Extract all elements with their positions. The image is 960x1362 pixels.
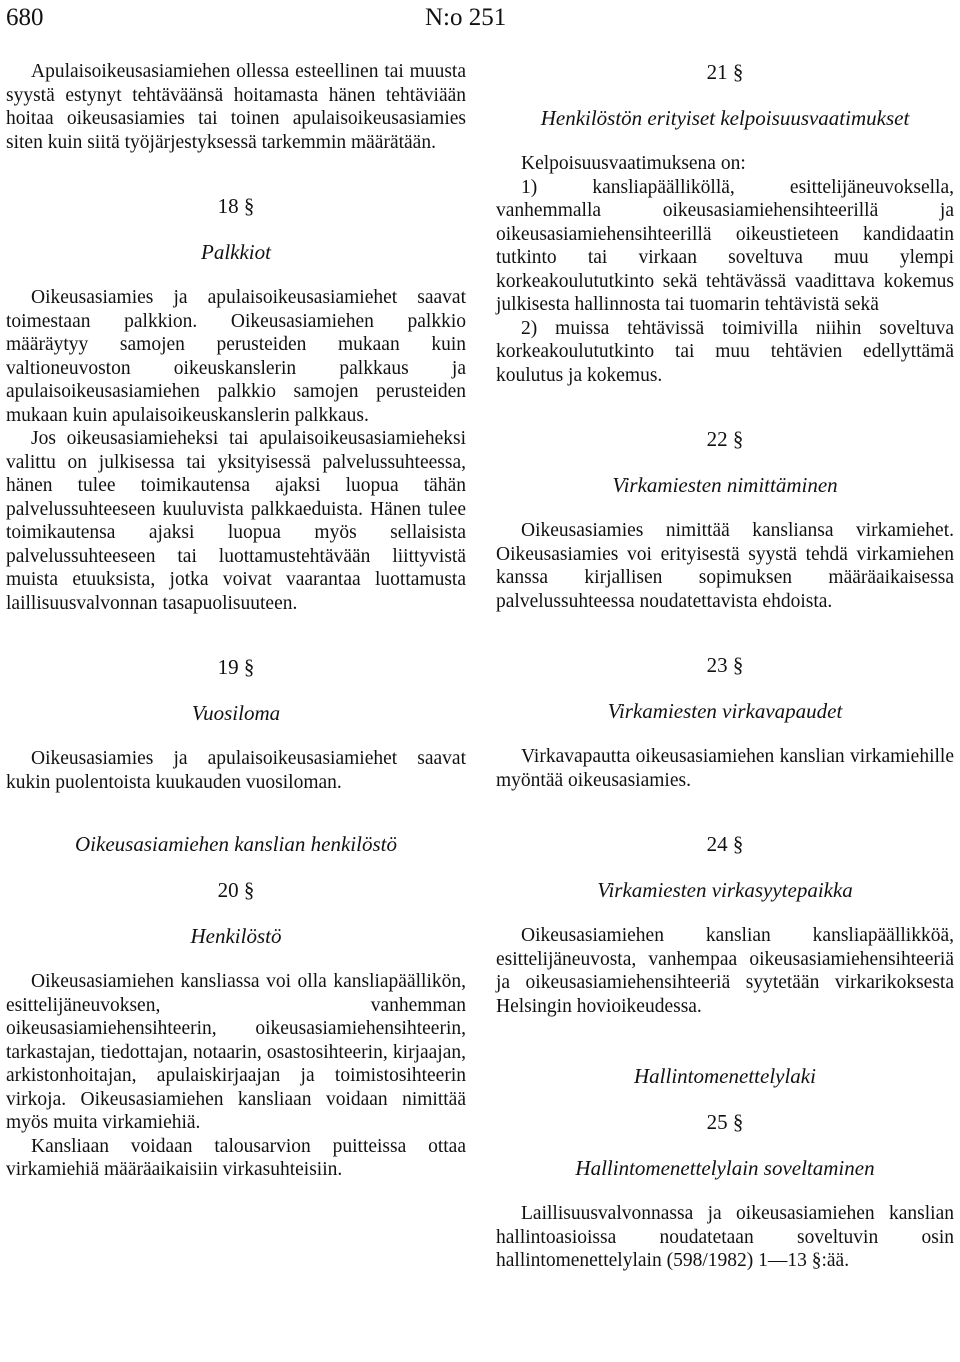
section-23-number: 23 § — [706, 653, 744, 677]
section-25-title: Hallintomenettelylain soveltaminen — [575, 1156, 875, 1180]
section-20-number: 20 § — [217, 878, 255, 902]
section-24-paragraph-1: Oikeusasiamiehen kanslian kansliapäällikköä, esittelijäneuvosta, vanhempaa oikeusasiamiehensihteeriä ja oikeusasiamiehensihteeriä syytetään virkarikoksesta Helsingin hovioikeudessa. — [496, 925, 954, 1017]
section-18-paragraph-2: Jos oikeusasiamieheksi tai apulaisoikeusasiamieheksi valittu on julkisessa tai yksityisessä palvelussuhteessa, hänen tulee toimikautensa ajaksi luopua tähän palvelussuhteeseen kuuluvista palkkaeduista. Hänen tulee toimikautensa ajaksi luopua myös sellaisista palvelussuhteeseen tai luottamustehtävään liittyvistä muista etuuksista, jotka voivat vaarantaa luottamusta laillisuusvalvonnan tasapuolisuuteen. — [6, 428, 466, 614]
section-24-number: 24 § — [706, 832, 744, 856]
section-25-number: 25 § — [706, 1110, 744, 1134]
section-19-paragraph-1: Oikeusasiamies ja apulaisoikeusasiamiehet saavat kukin puolentoista kuukauden vuosiloman. — [6, 748, 466, 793]
section-23-paragraph-1: Virkavapautta oikeusasiamiehen kanslian virkamiehille myöntää oikeusasiamies. — [496, 746, 954, 791]
section-24-title: Virkamiesten virkasyytepaikka — [597, 878, 853, 902]
section-21-number: 21 § — [706, 60, 744, 84]
section-22-paragraph-1: Oikeusasiamies nimittää kansliansa virkamiehet. Oikeusasiamies voi erityisestä syystä tehdä virkamiehen kanssa kirjallisen sopimuksen määräaikaisessa palvelussuhteessa noudatettavista ehdoista. — [496, 520, 954, 612]
page-header — [0, 0, 960, 36]
document-number: N:o 251 — [425, 4, 507, 31]
page-number: 680 — [6, 4, 44, 31]
section-18-paragraph-1: Oikeusasiamies ja apulaisoikeusasiamiehet saavat toimestaan palkkion. Oikeusasiamiehen palkkio määräytyy samojen perusteiden mukaan kuin valtioneuvoston oikeuskanslerin palkkaus ja apulaisoikeusasiamiehen palkkio samojen perusteiden mukaan kuin apulaisoikeuskanslerin palkkaus. — [6, 287, 466, 426]
section-19-number: 19 § — [217, 655, 255, 679]
section-20-paragraph-1: Oikeusasiamiehen kansliassa voi olla kansliapäällikön, esittelijäneuvoksen, vanhemman oikeusasiamiehensihteerin, oikeusasiamiehensihteerin, tarkastajan, tiedottajan, notaarin, osastosihteerin, kirjaajan, arkistonhoitajan, apulaiskirjaajan ja toimistosihteerin virkoja. Oikeusasiamiehen kansliaan voidaan nimittää myös muita virkamiehiä. — [6, 971, 466, 1133]
section-25-paragraph-1: Laillisuusvalvonnassa ja oikeusasiamiehen kanslian hallintoasioissa noudatetaan soveltuvin osin hallintomenettelylain (598/1982) 1—13 §:ää. — [496, 1203, 954, 1271]
section-20-paragraph-2: Kansliaan voidaan talousarvion puitteissa ottaa virkamiehiä määräaikaisiin virkasuhteisiin. — [6, 1135, 466, 1180]
section-22-number: 22 § — [706, 427, 744, 451]
section-19-title: Vuosiloma — [191, 701, 281, 725]
chapter-title-staff: Oikeusasiamiehen kanslian henkilöstö — [75, 832, 397, 856]
section-18-number: 18 § — [217, 194, 255, 218]
section-21-list-item-1: 1) kansliapäälliköllä, esittelijäneuvoksella, vanhemmalla oikeusasiamiehensihteerillä ja oikeusasiamiehensihteerillä oikeustieteen kandidaatin tutkinto tai virkaan soveltuva muu ylempi korkeakoulututkinto sekä tehtävässä vaadittava kokemus julkisesta hallinnosta tai tuomarin tehtävistä sekä — [496, 176, 954, 315]
intro-paragraph: Apulaisoikeusasiamiehen ollessa esteellinen tai muusta syystä estynyt tehtäväänsä hoitamasta hänen tehtäviään hoitaa oikeusasiamies tai toinen apulaisoikeusasiamies siten kuin siitä työjärjestyksessä tarkemmin määrätään. — [6, 61, 466, 153]
left-column — [6, 60, 466, 1182]
section-20-title: Henkilöstö — [190, 924, 282, 948]
section-18-title: Palkkiot — [201, 240, 271, 264]
section-21-list-item-2: 2) muissa tehtävissä toimivilla niihin soveltuva korkeakoulututkinto tai muu tehtävien edellyttämä koulutus ja kokemus. — [496, 317, 954, 386]
section-21-paragraph-1: Kelpoisuusvaatimuksena on: — [521, 153, 746, 174]
section-22-title: Virkamiesten nimittäminen — [612, 473, 838, 497]
chapter-title-administrative-procedure: Hallintomenettelylaki — [634, 1064, 816, 1088]
section-23-title: Virkamiesten virkavapaudet — [607, 699, 843, 723]
section-21-title: Henkilöstön erityiset kelpoisuusvaatimukset — [540, 106, 910, 130]
right-column — [496, 60, 954, 1273]
